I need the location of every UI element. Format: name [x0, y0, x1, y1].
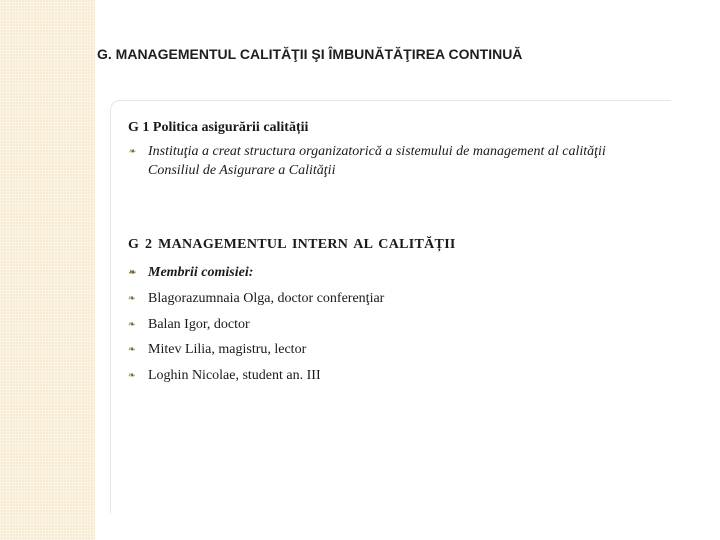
- list-item: [128, 289, 688, 308]
- bullet-text-line2: Consiliul de Asigurare a Calităţii: [148, 163, 336, 178]
- list-item: [128, 142, 688, 180]
- fleuron-bullet-icon: ❧: [128, 267, 136, 277]
- slide-title: G. MANAGEMENTUL CALITĂŢII ŞI ÎMBUNĂTĂŢIREA CONTINUĂ: [97, 46, 523, 62]
- fleuron-bullet-icon: ❧: [128, 344, 136, 354]
- commission-label: Membrii comisiei:: [148, 265, 254, 280]
- section-heading-g2: G 2 MANAGEMENTUL INTERN AL CALITĂȚII: [128, 237, 456, 252]
- list-item: [128, 366, 688, 385]
- list-item: [128, 340, 688, 359]
- fleuron-bullet-icon: ❧: [128, 319, 136, 329]
- list-item: [128, 315, 688, 334]
- member-name: Balan Igor, doctor: [148, 317, 250, 332]
- list-item: [128, 263, 688, 282]
- member-name: Loghin Nicolae, student an. III: [148, 368, 321, 383]
- section-heading-g1: G 1 Politica asigurării calității: [128, 120, 309, 135]
- bullet-text: [148, 142, 606, 180]
- bullet-text-line1: Instituţia a creat structura organizatorică a sistemului de management al calităţii: [148, 144, 606, 159]
- member-name: Blagorazumnaia Olga, doctor conferenţiar: [148, 291, 385, 306]
- member-name: Mitev Lilia, magistru, lector: [148, 342, 307, 357]
- decorative-side-band: [0, 0, 95, 540]
- fleuron-bullet-icon: ❧: [128, 293, 136, 303]
- fleuron-bullet-icon: ❧: [128, 146, 136, 156]
- fleuron-bullet-icon: ❧: [128, 370, 136, 380]
